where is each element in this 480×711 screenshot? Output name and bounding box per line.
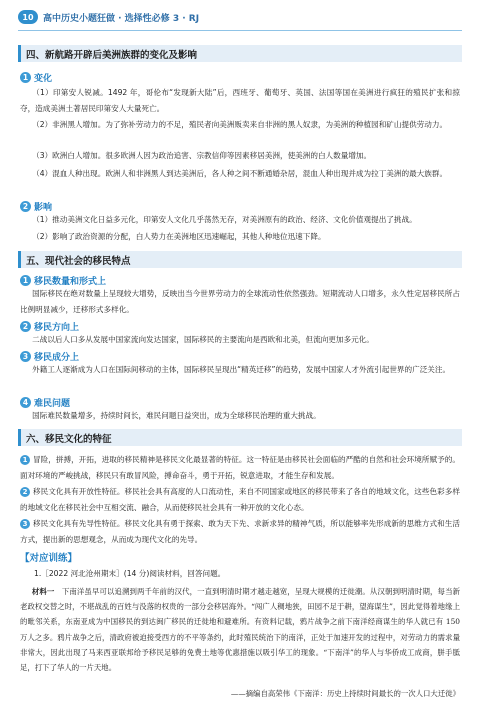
subheading-label: 移民成分上 (34, 353, 80, 363)
material-label: 材料一 (31, 587, 55, 596)
section-stripe (18, 251, 21, 268)
number-badge: 1 (20, 275, 31, 286)
paragraph: 国际难民数量增多，持续时间长，难民问题日益突出，成为全球移民治理的重大挑战。 (32, 411, 321, 420)
number-badge: 3 (20, 519, 30, 529)
subheading-label: 移民数量和形式上 (34, 277, 107, 287)
section-title: 四、新航路开辟后美洲族群的变化及影响 (26, 49, 198, 61)
paragraph: （1）推动美洲文化日益多元化，印第安人文化几乎荡然无存，对美洲原有的政治、经济、文化价值观提出了挑战。 (32, 215, 417, 224)
page-header (18, 6, 462, 28)
paragraph: 国际移民在绝对数量上呈现较大增势，反映出当今世界劳动力的全球流动性依然强劲。短期流动人口增多，永久性定居移民所占比例明显减少，迁移形式多样化。 (20, 289, 460, 314)
section-stripe (18, 45, 21, 62)
material-paragraph (20, 584, 460, 675)
section-heading-5 (18, 251, 462, 268)
question-header: 1.［2022 河北沧州期末］(14 分)阅读材料，回答问题。 (34, 569, 226, 578)
feature-item-3 (20, 516, 460, 547)
section-title: 五、现代社会的移民特点 (26, 255, 131, 267)
number-badge: 1 (20, 455, 30, 465)
number-badge: 2 (20, 321, 31, 332)
section-title: 六、移民文化的特征 (26, 433, 112, 445)
subheading-label: 移民方向上 (34, 323, 80, 333)
feature-text: 移民文化具有先导性特征。移民文化具有勇于探索、敢为天下先、求新求异的精神气质，所以能够率先形成新的思维方式和生活方式，提出新的思想观念，从而成为现代文化的先导。 (20, 519, 460, 544)
feature-item-2 (20, 484, 460, 515)
paragraph: （1）印第安人锐减。1492 年，哥伦布“发现新大陆”后，西班牙、葡萄牙、英国、法国等国在美洲进行疯狂的殖民扩张和掠夺，造成美洲土著居民印第安人大量死亡。 (20, 88, 460, 113)
number-badge: 3 (20, 351, 31, 362)
paragraph: （4）混血人种出现。欧洲人和非洲黑人到达美洲后，各人种之间不断通婚杂居，混血人种出现并成为拉丁美洲的最大族群。 (32, 169, 448, 178)
number-badge: 4 (20, 397, 31, 408)
paragraph: （2）影响了政治资源的分配，白人势力在美洲地区迅速崛起，其他人种地位迅速下降。 (32, 232, 326, 241)
subheading-label: 影响 (34, 203, 53, 213)
feature-item-1 (20, 452, 460, 483)
subheading-label: 变化 (34, 74, 53, 84)
header-divider (18, 30, 462, 31)
feature-text: 移民文化具有开放性特征。移民社会具有高度的人口流动性，来自不同国家或地区的移民带来了各自的地域文化，这些色彩多样的地域文化在移民社会中互相交流、融合，从而使移民社会具有一种开放的文化心态。 (20, 487, 460, 512)
page-number: 10 (18, 10, 38, 24)
number-badge: 1 (20, 72, 31, 83)
section-stripe (18, 429, 21, 446)
section-heading-6 (18, 429, 462, 446)
number-badge: 2 (20, 487, 30, 497)
material-text: 下南洋虽早可以追溯到两千年前的汉代，一直到明清时期才越走越宽，呈现大规模的迁徙潮。从汉朝到明清时期，每当新老政权交替之时，不堪战乱的百姓与没落的权贵的一部分会移居海外。“闯广人稠地狭，田园不足于耕，望海谋生”，因此觉得着地缘上的毗邻关系，东南亚成为中国移民的到达闽广移民的迁徙地和避难所。有资料记载，鸦片战争之前下南洋经商谋生的华人就已有 150 万人之多。鸦片战争之后，清政府被迫接受西方的不平等条约，此时殖民统治下的南洋，正处于加速开发的过程中，对劳动力的需求量非常大，因此出现了马来西亚联邦给予移民足够的免费土地等优惠措施以吸引华工的现象。“下南洋”的华人与华侨成工成商，胼手胝足，打下了华人的一片天地。 (20, 587, 460, 673)
subheading-changes (20, 71, 52, 84)
training-title: 【对应训练】 (20, 553, 78, 564)
paragraph: （2）非洲黑人增加。为了弥补劳动力的不足，殖民者向美洲贩卖来自非洲的黑人奴隶，为美洲的种植园和矿山提供劳动力。 (32, 120, 448, 129)
material-source: ——摘编自高荣伟《下南洋：历史上持续时间最长的一次人口大迁徙》 (230, 689, 460, 698)
paragraph: 二战以后人口多从发展中国家流向发达国家，国际移民的主要流向是西欧和北美，但流向更加多元化。 (32, 335, 374, 344)
subheading-label: 难民问题 (34, 399, 71, 409)
paragraph: 外籍工人逐渐成为人口在国际间移动的主体，国际移民呈现出“精英迁移”的趋势，发展中国家人才外流引起世界的广泛关注。 (32, 365, 451, 374)
section-heading-4 (18, 45, 462, 62)
paragraph: （3）欧洲白人增加。很多欧洲人因为政治追害、宗教信仰等因素移居美洲，使美洲的白人数量增加。 (32, 151, 372, 160)
feature-text: 冒险，拼搏，开拓，进取的移民精神是移民文化最显著的特征。这一特征是由移民社会面临的严酷的自然和社会环境所赋予的。面对环境的严峻挑战，移民只有敢冒风险，搏命奋斗，勇于开拓，锐意进取，才能生存和发展。 (20, 455, 460, 480)
number-badge: 2 (20, 201, 31, 212)
book-title: 高中历史小题狂做 · 选择性必修 3 · RJ (43, 13, 200, 24)
